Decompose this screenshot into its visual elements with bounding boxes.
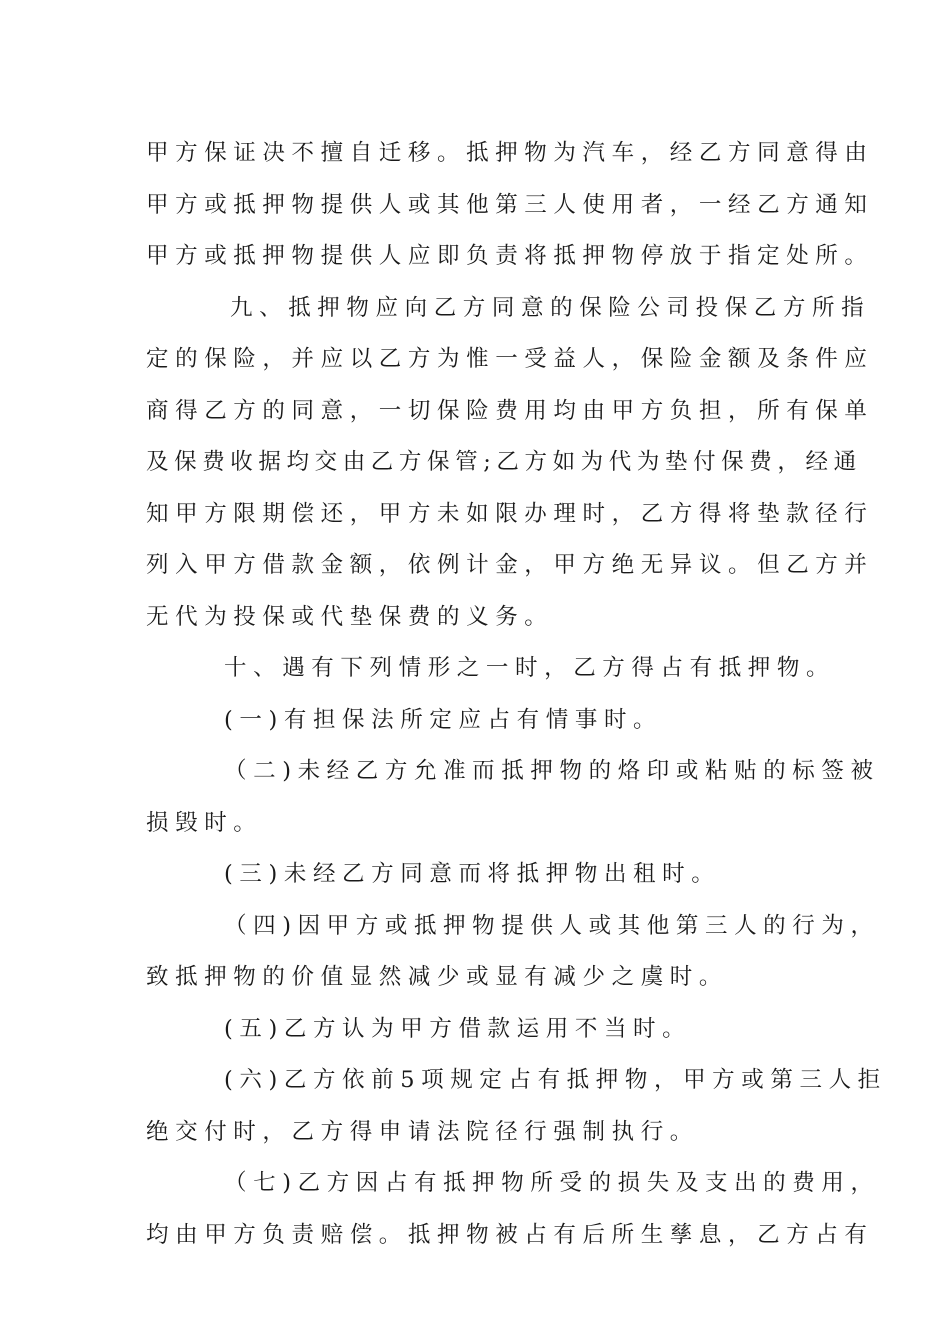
text-line-19: (六)乙方依前5项规定占有抵押物，甲方或第三人拒 xyxy=(224,1067,887,1093)
text-line-4: 九、抵押物应向乙方同意的保险公司投保乙方所指 xyxy=(230,295,871,321)
text-line-5: 定的保险，并应以乙方为惟一受益人，保险金额及条件应 xyxy=(146,346,874,372)
text-line-18: (五)乙方认为甲方借款运用不当时。 xyxy=(224,1016,692,1042)
text-line-9: 列入甲方借款金额，依例计金，甲方绝无异议。但乙方并 xyxy=(146,552,874,578)
text-line-21: （七)乙方因占有抵押物所受的损失及支出的费用， xyxy=(224,1170,880,1196)
text-line-2: 甲方或抵押物提供人或其他第三人使用者，一经乙方通知 xyxy=(146,192,874,218)
text-line-7: 及保费收据均交由乙方保管;乙方如为代为垫付保费，经通 xyxy=(146,449,862,475)
text-line-12: (一)有担保法所定应占有情事时。 xyxy=(224,707,663,733)
text-line-3: 甲方或抵押物提供人应即负责将抵押物停放于指定处所。 xyxy=(146,243,874,269)
text-line-20: 绝交付时，乙方得申请法院径行强制执行。 xyxy=(146,1119,699,1145)
text-line-10: 无代为投保或代垫保费的义务。 xyxy=(146,604,554,630)
text-line-13: （二)未经乙方允准而抵押物的烙印或粘贴的标签被 xyxy=(224,758,880,784)
text-line-14: 损毁时。 xyxy=(146,810,263,836)
text-line-8: 知甲方限期偿还，甲方未如限办理时，乙方得将垫款径行 xyxy=(146,501,874,527)
text-line-17: 致抵押物的价值显然减少或显有减少之虞时。 xyxy=(146,964,729,990)
text-line-1: 甲方保证决不擅自迁移。抵押物为汽车，经乙方同意得由 xyxy=(146,140,874,166)
text-line-6: 商得乙方的同意，一切保险费用均由甲方负担，所有保单 xyxy=(146,398,874,424)
text-line-16: （四)因甲方或抵押物提供人或其他第三人的行为， xyxy=(224,913,880,939)
text-line-15: (三)未经乙方同意而将抵押物出租时。 xyxy=(224,861,721,887)
text-line-11: 十、遇有下列情形之一时，乙方得占有抵押物。 xyxy=(224,655,836,681)
text-line-22: 均由甲方负责赔偿。抵押物被占有后所生孳息，乙方占有 xyxy=(146,1222,874,1248)
